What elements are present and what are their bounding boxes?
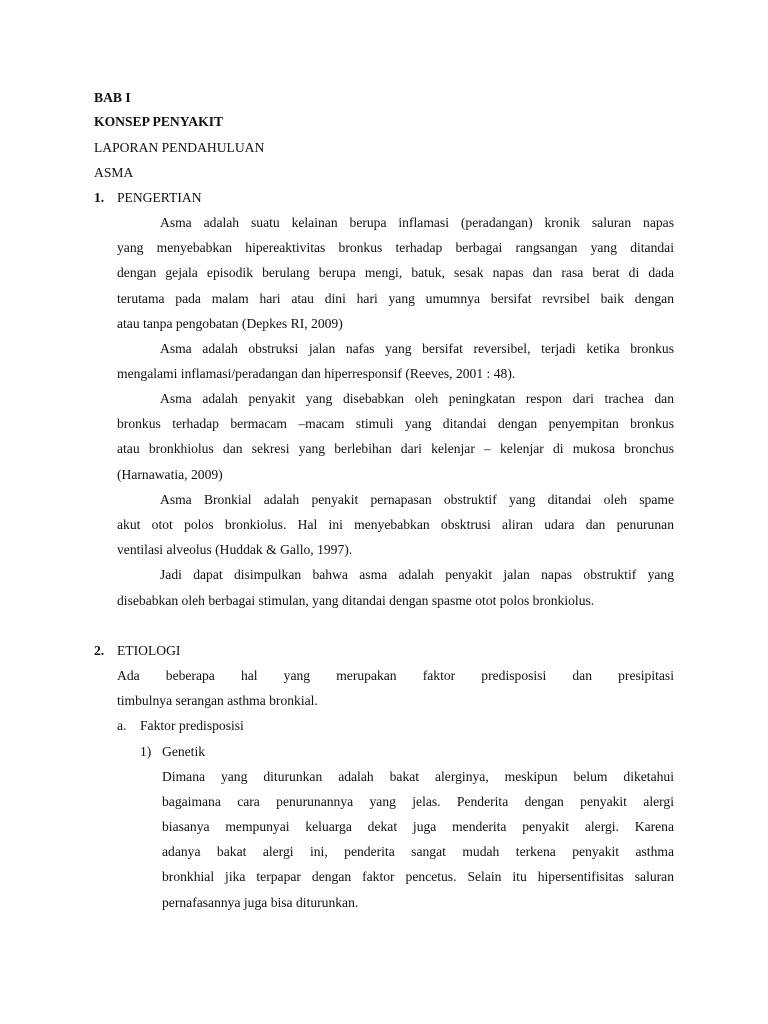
topic-title: ASMA [94, 165, 134, 180]
chapter-label: BAB I [94, 90, 131, 105]
paragraph-line: disebabkan oleh berbagai stimulan, yang ditandai dengan spasme otot polos bronkiolus. [117, 593, 595, 608]
paragraph-line: Asma adalah penyakit yang disebabkan oleh peningkatan respon dari trachea dan [160, 391, 674, 406]
paragraph-line: yang menyebabkan hipereaktivitas bronkus terhadap berbagai rangsangan yang ditandai [117, 240, 674, 255]
paragraph-line: Asma Bronkial adalah penyakit pernapasan obstruktif yang ditandai oleh spame [160, 492, 674, 507]
paragraph-line: (Harnawatia, 2009) [117, 467, 223, 482]
section-title: PENGERTIAN [117, 190, 202, 205]
paragraph-line: mengalami inflamasi/peradangan dan hiperresponsif (Reeves, 2001 : 48). [117, 366, 516, 381]
chapter-title: KONSEP PENYAKIT [94, 114, 224, 129]
paragraph-line: terutama pada malam hari atau dini hari yang umumnya bersifat revrsibel baik dengan [117, 291, 674, 306]
paragraph-line: Dimana yang diturunkan adalah bakat alerginya, meskipun belum diketahui [162, 769, 674, 784]
paragraph-line: akut otot polos bronkiolus. Hal ini menyebabkan obsktrusi aliran udara dan penurunan [117, 517, 674, 532]
report-title: LAPORAN PENDAHULUAN [94, 140, 265, 155]
paragraph-line: Asma adalah suatu kelainan berupa inflamasi (peradangan) kronik saluran napas [160, 215, 674, 230]
paragraph-line: Ada beberapa hal yang merupakan faktor predisposisi dan presipitasi [117, 668, 674, 683]
section-title: ETIOLOGI [117, 643, 181, 658]
paragraph-line: dengan gejala episodik berulang berupa mengi, batuk, sesak napas dan rasa berat di dada [117, 265, 674, 280]
section-number: 1. [94, 190, 105, 205]
paragraph-line: atau bronkhiolus dan sekresi yang berlebihan dari kelenjar – kelenjar di mukosa bronchus [117, 441, 674, 456]
paragraph-line: Asma adalah obstruksi jalan nafas yang bersifat reversibel, terjadi ketika bronkus [160, 341, 674, 356]
list-marker: a. [117, 718, 127, 733]
paragraph-line: ventilasi alveolus (Huddak & Gallo, 1997). [117, 542, 353, 557]
list-item-label: Faktor predisposisi [140, 718, 244, 733]
paragraph-line: bagaimana cara penurunannya yang jelas. Penderita dengan penyakit alergi [162, 794, 674, 809]
paragraph-line: adanya bakat alergi ini, penderita sangat mudah terkena penyakit asthma [162, 844, 674, 859]
section-number: 2. [94, 643, 105, 658]
paragraph-line: biasanya mempunyai keluarga dekat juga menderita penyakit alergi. Karena [162, 819, 674, 834]
paragraph-line: bronkhial jika terpapar dengan faktor pencetus. Selain itu hipersentifisitas saluran [162, 869, 674, 884]
list-item-label: Genetik [162, 744, 206, 759]
paragraph-line: pernafasannya juga bisa diturunkan. [162, 895, 359, 910]
paragraph-line: Jadi dapat disimpulkan bahwa asma adalah penyakit jalan napas obstruktif yang [160, 567, 674, 582]
paragraph-line: atau tanpa pengobatan (Depkes RI, 2009) [117, 316, 343, 331]
list-marker: 1) [140, 744, 152, 759]
paragraph-line: bronkus terhadap bermacam –macam stimuli yang ditandai dengan penyempitan bronkus [117, 416, 674, 431]
paragraph-line: timbulnya serangan asthma bronkial. [117, 693, 318, 708]
